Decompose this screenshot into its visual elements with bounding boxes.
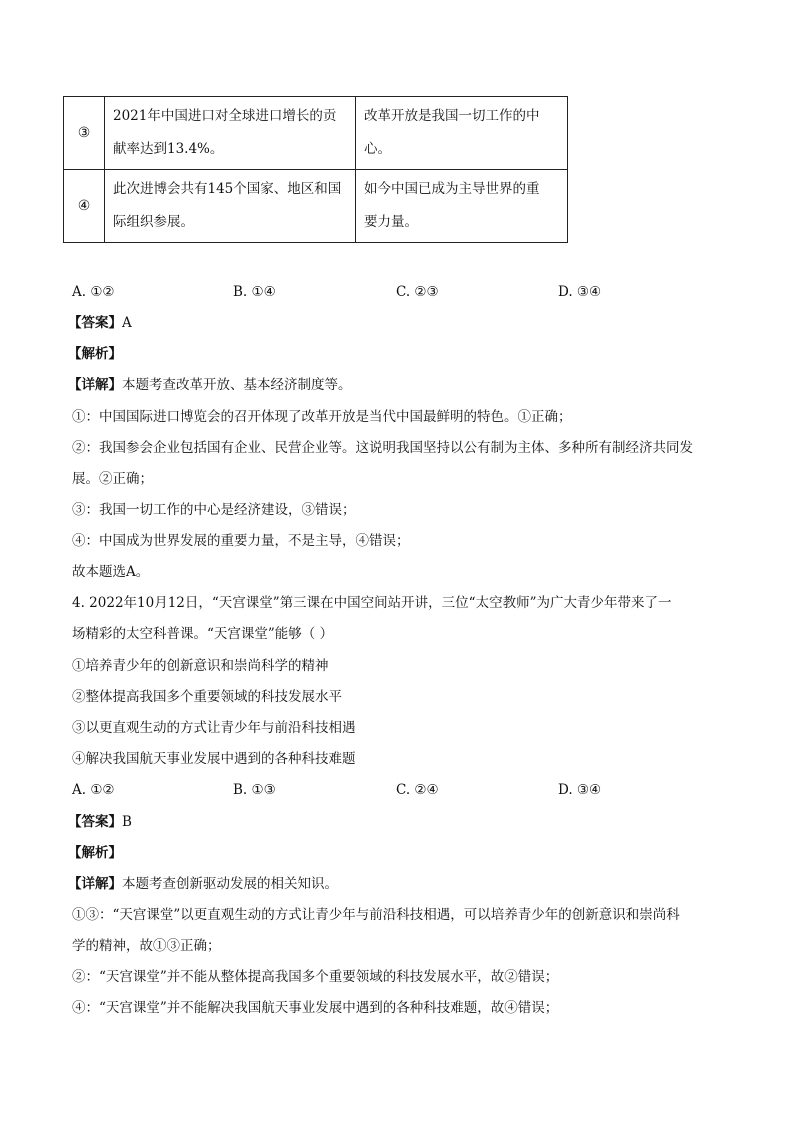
table-cell xyxy=(105,97,356,170)
cell-line: 改革开放是我国一切工作的中 xyxy=(364,108,540,124)
table-row xyxy=(64,97,568,170)
q3-line: 故本题选A。 xyxy=(72,564,150,580)
answer-tag: 【答案】 xyxy=(68,315,122,331)
q4-line: ④：“天宫课堂”并不能解决我国航天事业发展中遇到的各种科技难题，故④错误； xyxy=(72,1000,559,1016)
cell-line: 心。 xyxy=(364,141,391,157)
q4-line: 学的精神，故①③正确； xyxy=(72,938,221,954)
option-d: D. ③④ xyxy=(558,284,602,300)
detail-text: 本题考查创新驱动发展的相关知识。 xyxy=(122,876,338,892)
detail-text: 本题考查改革开放、基本经济制度等。 xyxy=(122,377,352,393)
option-c: C. ②③ xyxy=(396,284,439,300)
cell-line: 此次进博会共有145个国家、地区和国 xyxy=(113,181,342,197)
option-b: B. ①④ xyxy=(233,284,276,300)
detail-tag: 【详解】 xyxy=(68,377,122,393)
table-cell xyxy=(356,170,568,243)
q3-answer xyxy=(68,313,132,333)
table-cell xyxy=(356,97,568,170)
q3-line: ②：我国参会企业包括国有企业、民营企业等。这说明我国坚持以公有制为主体、多种所有制经济共同发 xyxy=(72,440,693,456)
q4-item: ④解决我国航天事业发展中遇到的各种科技难题 xyxy=(72,751,356,767)
analysis-tag: 【解析】 xyxy=(68,845,122,861)
answer-value: B xyxy=(122,814,132,830)
cell-line: 如今中国已成为主导世界的重 xyxy=(364,181,540,197)
q4-line: ②：“天宫课堂”并不能从整体提高我国多个重要领域的科技发展水平，故②错误； xyxy=(72,969,559,985)
q3-line: ③：我国一切工作的中心是经济建设，③错误； xyxy=(72,502,356,518)
q4-line: ①③：“天宫课堂”以更直观生动的方式让青少年与前沿科技相遇，可以培养青少年的创新意识和崇尚科 xyxy=(72,907,680,923)
q4-item: ②整体提高我国多个重要领域的科技发展水平 xyxy=(72,689,342,705)
q4-stem: 场精彩的太空科普课。“天宫课堂”能够（ ） xyxy=(72,626,334,642)
table-cell xyxy=(105,170,356,243)
option-b: B. ①③ xyxy=(233,782,276,798)
q4-item: ③以更直观生动的方式让青少年与前沿科技相遇 xyxy=(72,720,356,736)
option-c: C. ②④ xyxy=(396,782,439,798)
answer-value: A xyxy=(122,315,132,331)
option-a: A. ①② xyxy=(72,284,115,300)
q3-line: ④：中国成为世界发展的重要力量，不是主导，④错误； xyxy=(72,533,410,549)
q3-line: 展。②正确； xyxy=(72,471,153,487)
q3-analysis xyxy=(68,344,122,364)
cell-line: 际组织参展。 xyxy=(113,214,194,230)
q3-line: ①：中国国际进口博览会的召开体现了改革开放是当代中国最鲜明的特色。①正确； xyxy=(72,409,572,425)
option-a: A. ①② xyxy=(72,782,115,798)
answer-tag: 【答案】 xyxy=(68,814,122,830)
option-d: D. ③④ xyxy=(558,782,602,798)
comparison-table xyxy=(63,96,568,243)
row-number: ③ xyxy=(64,97,105,170)
q3-detail xyxy=(68,375,352,395)
table-row xyxy=(64,170,568,243)
analysis-tag: 【解析】 xyxy=(68,346,122,362)
cell-line: 要力量。 xyxy=(364,214,418,230)
q4-item: ①培养青少年的创新意识和崇尚科学的精神 xyxy=(72,658,329,674)
detail-tag: 【详解】 xyxy=(68,876,122,892)
q4-analysis xyxy=(68,843,122,863)
q4-detail xyxy=(68,874,338,894)
q4-stem: 4. 2022年10月12日，“天宫课堂”第三课在中国空间站开讲，三位“太空教师”为广大青少年带来了一 xyxy=(72,595,672,611)
cell-line: 献率达到13.4%。 xyxy=(113,141,224,157)
q4-answer xyxy=(68,812,132,832)
cell-line: 2021年中国进口对全球进口增长的贡 xyxy=(113,108,337,124)
row-number: ④ xyxy=(64,170,105,243)
